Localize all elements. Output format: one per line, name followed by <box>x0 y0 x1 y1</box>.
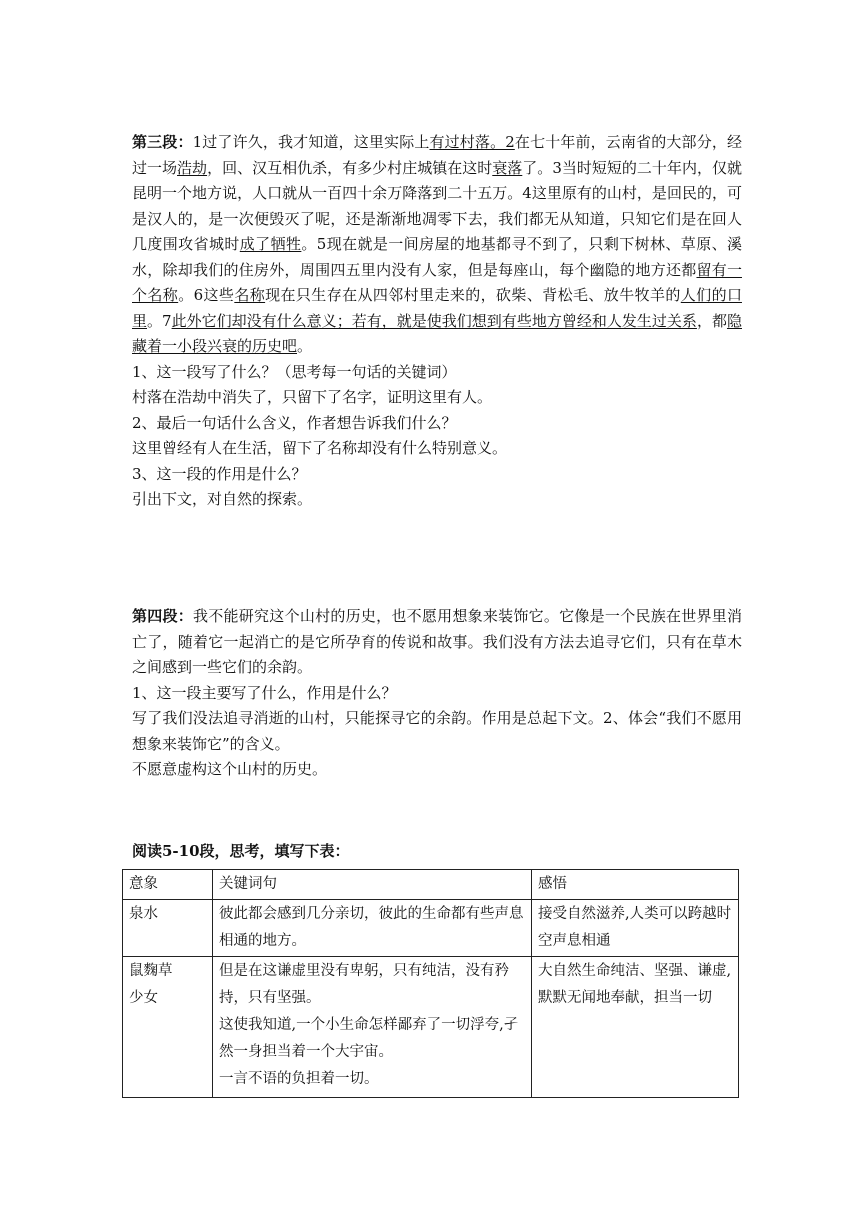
s4-answer-2: 不愿意虚构这个山村的历史。 <box>132 760 328 778</box>
text-segment: 在七十年前，云南省的大部分，经过一场 <box>132 133 742 177</box>
text-segment: 。 <box>297 337 313 355</box>
section-4-text: 我不能研究这个山村的历史，也不愿用想象来装饰它。它像是一个民族在世界里消亡了，随着它一起消亡的是它所孕育的传说和故事。我们没有方法去追寻它们，只有在草木之间感到一些它们的余韵。 <box>132 607 742 676</box>
table-heading: 阅读5-10段，思考，填写下表： <box>132 842 350 860</box>
cell-phrases <box>213 957 532 1098</box>
s4-question-1: 1、这一段主要写了什么，作用是什么？ <box>132 683 397 702</box>
section-3 <box>132 130 742 513</box>
text-segment: 。6这些 <box>178 286 235 304</box>
table-row <box>123 900 739 957</box>
section-4-paragraph <box>132 604 742 681</box>
text-segment: 1过了许久，我才知道，这里实际上 <box>192 133 430 151</box>
table-header-row <box>123 870 739 900</box>
section-4-heading: 第四段： <box>132 607 194 625</box>
table-row <box>123 957 739 1098</box>
s3-answer-2: 这里曾经有人在生活，留下了名称却没有什么特别意义。 <box>132 439 508 457</box>
text-segment: ，都 <box>696 311 727 330</box>
s3-question-1: 1、这一段写了什么？（思考每一句话的关键词） <box>132 362 457 381</box>
underlined-phrase: 有过村落。2 <box>429 133 515 151</box>
underlined-phrase: 衰落 <box>492 158 523 177</box>
section-4 <box>132 604 742 783</box>
header-cell-image: 意象 <box>123 870 213 900</box>
s3-answer-1: 村落在浩劫中消失了，只留下了名字，证明这里有人。 <box>132 388 493 406</box>
phrase-text: 彼此都会感到几分亲切，彼此的生命都有些声息相通的地方。 <box>219 906 524 949</box>
phrase-text: 但是在这谦虚里没有卑躬，只有纯洁，没有矜持，只有坚强。 <box>219 963 509 1006</box>
text-segment: 。5现在就是一间房屋的地基都寻不到了，只剩下树林、草原、溪水，除却我们的住房外，周围四五里内没有人家，但是每座山，每个幽隐的地方还都 <box>132 235 742 279</box>
underlined-phrase: 人们的口里 <box>132 286 742 330</box>
underlined-phrase: 浩劫 <box>177 158 208 177</box>
cell-image: 鼠麴草 少女 <box>123 957 213 1098</box>
underlined-phrase: 留有一个名称 <box>132 260 742 304</box>
underlined-phrase: 隐藏着一小段兴衰的历史吧 <box>132 311 742 355</box>
underlined-phrase: 名称 <box>234 286 266 304</box>
phrase-text: 一言不语的负担着一切。 <box>219 1071 379 1087</box>
cell-phrases <box>213 900 532 957</box>
cell-image: 泉水 <box>123 900 213 957</box>
cell-insight: 大自然生命纯洁、坚强、谦虚,默默无闻地奉献，担当一切 <box>532 957 739 1098</box>
s3-answer-3: 引出下文，对自然的探索。 <box>132 490 313 508</box>
section-3-paragraph <box>132 130 742 360</box>
phrase-text: 这使我知道,一个小生命怎样鄙弃了一切浮夸,孑然一身担当着一个大宇宙。 <box>219 1017 519 1060</box>
imagery-table <box>122 869 739 1098</box>
underlined-phrase: 此外它们却没有什么意义；若有，就是使我们想到有些地方曾经和人发生过关系 <box>171 311 697 330</box>
table-section <box>132 839 742 865</box>
cell-insight: 接受自然滋养,人类可以跨越时空声息相通 <box>532 900 739 957</box>
header-cell-phrases: 关键词句 <box>213 870 532 900</box>
text-segment: 。7 <box>147 311 172 330</box>
s4-answer-1: 写了我们没法追寻消逝的山村，只能探寻它的余韵。作用是总起下文。2、体会“我们不愿用想象来装饰它”的含义。 <box>132 709 742 753</box>
text-segment: ，回、汉互相仇杀，有多少村庄城镇在这时 <box>207 158 493 177</box>
section-3-heading: 第三段： <box>132 133 193 151</box>
header-cell-insight: 感悟 <box>532 870 739 900</box>
section-3-text <box>132 133 742 355</box>
underlined-phrase: 成了牺牲 <box>239 235 302 253</box>
s3-question-3: 3、这一段的作用是什么？ <box>132 464 307 483</box>
s3-question-2: 2、最后一句话什么含义，作者想告诉我们什么？ <box>132 413 457 432</box>
text-segment: 了。3当时短短的二十年内，仅就昆明一个地方说，人口就从一百四十余万降落到二十五万。4这里原有的山村，是回民的，可是汉人的，是一次便毁灭了呢，还是渐渐地凋零下去，我们都无从知道，只知它们是在回人几度围攻省城时 <box>132 158 742 253</box>
text-segment: 现在只生存在从四邻村里走来的，砍柴、背松毛、放牛牧羊的 <box>265 286 681 304</box>
